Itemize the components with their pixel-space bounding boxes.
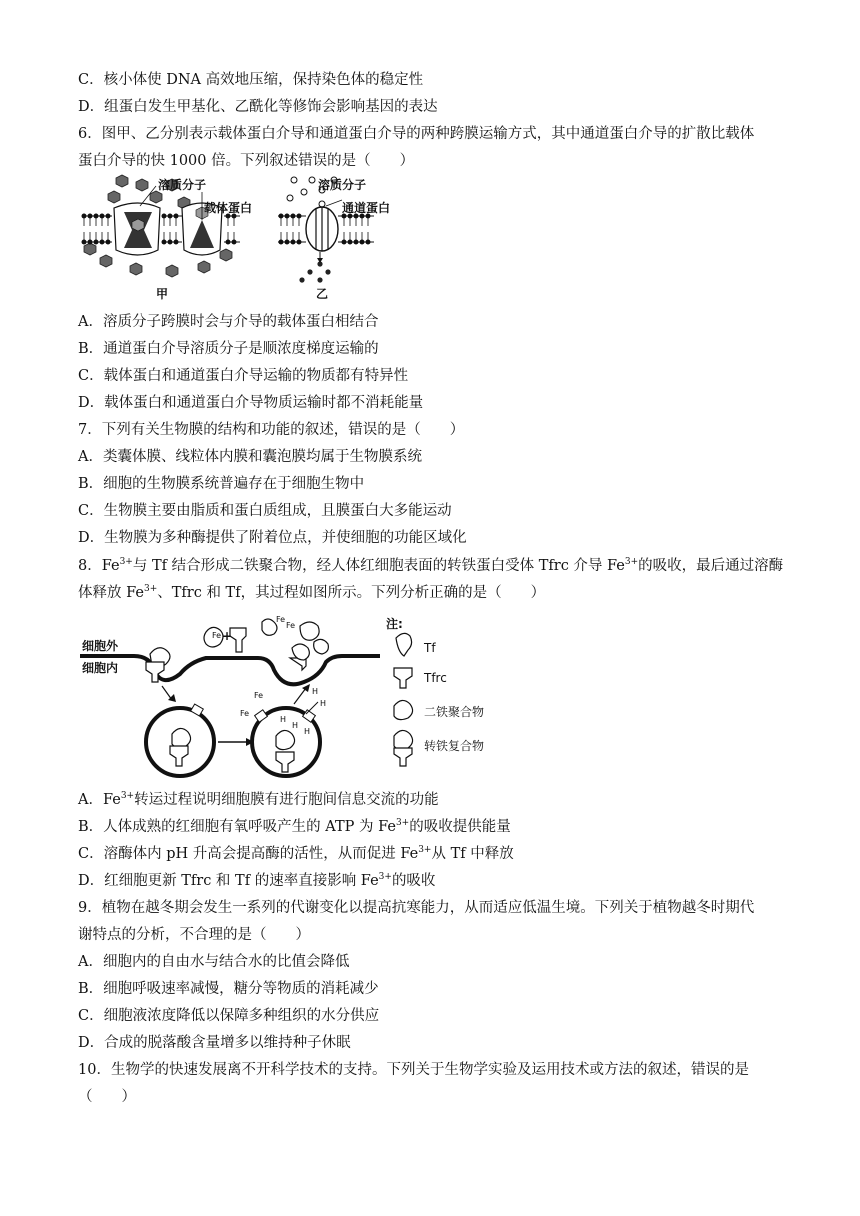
q8-option-a: A．$Fe^{3+}$转运过程说明细胞膜有进行胞间信息交流的功能 xyxy=(78,791,439,808)
carrier-solute-label: 溶质分子 xyxy=(158,178,207,192)
q8-figure-legend xyxy=(386,616,484,766)
q6-option-b: B．通道蛋白介导溶质分子是顺浓度梯度运输的 xyxy=(78,341,379,357)
channel-diagram xyxy=(278,177,390,301)
q7-option-c: C．生物膜主要由脂质和蛋白质组成，且膜蛋白大多能运动 xyxy=(78,503,452,519)
q8-stem-line1: 8．$Fe^{3+}$与 Tf 结合形成二铁聚合物，经人体红细胞表面的转铁蛋白受体 Tfrc 介导 $Fe^{3+}$的吸收，最后通过溶酶 xyxy=(78,557,784,574)
q8-option-b: B．人体成熟的红细胞有氧呼吸产生的 ATP 为 $Fe^{3+}$的吸收提供能量 xyxy=(78,818,511,835)
outside-label: 细胞外 xyxy=(82,639,119,653)
q8-iron-uptake-figure xyxy=(80,610,490,784)
q6-option-a: A．溶质分子跨膜时会与介导的载体蛋白相结合 xyxy=(78,314,379,330)
legend-complex: 转铁复合物 xyxy=(424,739,485,753)
svg-text:Fe: Fe xyxy=(212,631,222,640)
q8-stem-line2: 体释放 $Fe^{3+}$、Tfrc 和 Tf，其过程如图所示。下列分析正确的是（ ） xyxy=(78,584,546,601)
svg-text:H: H xyxy=(312,687,319,696)
q9-stem-line2: 谢特点的分析，不合理的是（ ） xyxy=(78,927,310,943)
q6-option-c: C．载体蛋白和通道蛋白介导运输的物质都有特异性 xyxy=(78,368,409,384)
q9-option-d: D．合成的脱落酸含量增多以维持种子休眠 xyxy=(78,1035,351,1051)
svg-text:H: H xyxy=(320,699,327,708)
q9-option-b: B．细胞呼吸速率减慢，糖分等物质的消耗减少 xyxy=(78,981,379,997)
q10-stem-line1: 10．生物学的快速发展离不开科学技术的支持。下列关于生物学实验及运用技术或方法的叙述，错误的是 xyxy=(78,1062,749,1078)
q7-option-b: B．细胞的生物膜系统普遍存在于细胞生物中 xyxy=(78,476,365,492)
q6-stem-line1: 6．图甲、乙分别表示载体蛋白介导和通道蛋白介导的两种跨膜运输方式，其中通道蛋白介导的扩散比载体 xyxy=(78,126,755,142)
q9-option-a: A．细胞内的自由水与结合水的比值会降低 xyxy=(78,954,350,970)
svg-text:H: H xyxy=(304,727,311,736)
legend-tfrc: Tfrc xyxy=(424,671,447,685)
cell-membrane xyxy=(80,656,380,684)
q9-stem-line1: 9．植物在越冬期会发生一系列的代谢变化以提高抗寒能力，从而适应低温生境。下列关于植物越冬时期代 xyxy=(78,900,755,916)
q8-option-c: C．溶酶体内 pH 升高会提高酶的活性，从而促进 $Fe^{3+}$从 Tf 中释放 xyxy=(78,845,514,862)
q6-membrane-transport-figure xyxy=(78,172,418,307)
svg-text:注:: 注: xyxy=(386,617,403,631)
legend-tf: Tf xyxy=(424,641,436,655)
svg-text:Fe: Fe xyxy=(240,709,250,718)
q10-stem-line2: （ ） xyxy=(78,1089,136,1105)
carrier-caption: 甲 xyxy=(156,287,169,301)
q6-stem-line2: 蛋白介导的快 1000 倍。下列叙述错误的是（ ） xyxy=(78,153,415,169)
q8-option-d: D．红细胞更新 Tfrc 和 Tf 的速率直接影响 $Fe^{3+}$的吸收 xyxy=(78,872,436,889)
carrier-protein-label: 载体蛋白 xyxy=(204,201,253,215)
svg-text:Fe: Fe xyxy=(286,621,296,630)
q6-option-d: D．载体蛋白和通道蛋白介导物质运输时都不消耗能量 xyxy=(78,395,424,411)
q9-option-c: C．细胞液浓度降低以保障多种组织的水分供应 xyxy=(78,1008,380,1024)
channel-solute-label: 溶质分子 xyxy=(318,178,367,192)
svg-text:Fe: Fe xyxy=(254,691,264,700)
svg-text:H: H xyxy=(280,715,287,724)
q7-stem: 7．下列有关生物膜的结构和功能的叙述，错误的是（ ） xyxy=(78,422,465,438)
inside-label: 细胞内 xyxy=(82,661,119,675)
channel-protein-label: 通道蛋白 xyxy=(342,201,391,215)
svg-text:H: H xyxy=(292,721,299,730)
svg-text:Fe: Fe xyxy=(276,615,286,624)
q5-option-d: D．组蛋白发生甲基化、乙酰化等修饰会影响基因的表达 xyxy=(78,99,438,115)
channel-caption: 乙 xyxy=(316,287,329,301)
q7-option-a: A．类囊体膜、线粒体内膜和囊泡膜均属于生物膜系统 xyxy=(78,449,422,465)
carrier-diagram xyxy=(82,175,253,301)
svg-text:+: + xyxy=(222,629,233,643)
q7-option-d: D．生物膜为多种酶提供了附着位点，并使细胞的功能区域化 xyxy=(78,530,467,546)
legend-diferric: 二铁聚合物 xyxy=(424,705,485,719)
q5-option-c: C．核小体使 DNA 高效地压缩，保持染色体的稳定性 xyxy=(78,72,424,88)
